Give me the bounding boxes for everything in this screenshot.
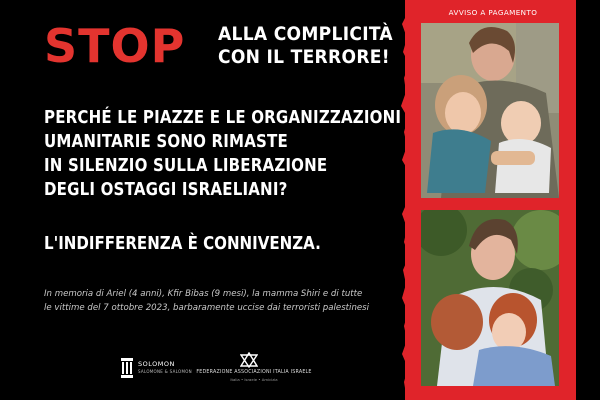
complicity-line-1: ALLA COMPLICITÀ [218,23,393,45]
indifference-statement: L'INDIFFERENZA È CONNIVENZA. [44,234,321,254]
question-line: UMANITARIE SONO RIMASTE [44,132,288,152]
solomon-logo-icon [120,357,134,379]
paid-notice: AVVISO A PAGAMENTO [448,8,538,17]
solomon-logo-name: SOLOMON [138,360,175,368]
federation-logo-sub: Italia • Israele • Amicizia [230,377,278,382]
federation-logo-icon [240,352,258,368]
complicity-headline [218,23,393,69]
solomon-logo-sub: SALOMONE & SALOMON [138,369,192,374]
solomon-logo [120,354,192,384]
memorial-text [44,287,404,315]
memorial-line-1: In memoria di Ariel (4 anni), Kfir Bibas (9 mesi), la mamma Shiri e di tutte [44,289,363,299]
question-line: DEGLI OSTAGGI ISRAELIANI? [44,180,288,200]
question-line: PERCHÉ LE PIAZZE E LE ORGANIZZAZIONI [44,108,402,128]
complicity-line-2: CON IL TERRORE! [218,46,390,68]
mother-children-photo-image [421,210,559,386]
family-photo [421,23,559,198]
stop-headline: STOP [44,19,186,73]
federation-logo-name: FEDERAZIONE ASSOCIAZIONI ITALIA ISRAELE [196,370,312,375]
question-block [44,106,404,202]
mother-children-photo [421,210,559,386]
right-border [576,0,600,400]
federation-logo [192,352,316,386]
torn-paper-edge [396,0,414,400]
question-line: IN SILENZIO SULLA LIBERAZIONE [44,156,328,176]
family-photo-image [421,23,559,198]
memorial-line-2: le vittime del 7 ottobre 2023, barbaramente uccise dai terroristi palestinesi [44,303,370,313]
